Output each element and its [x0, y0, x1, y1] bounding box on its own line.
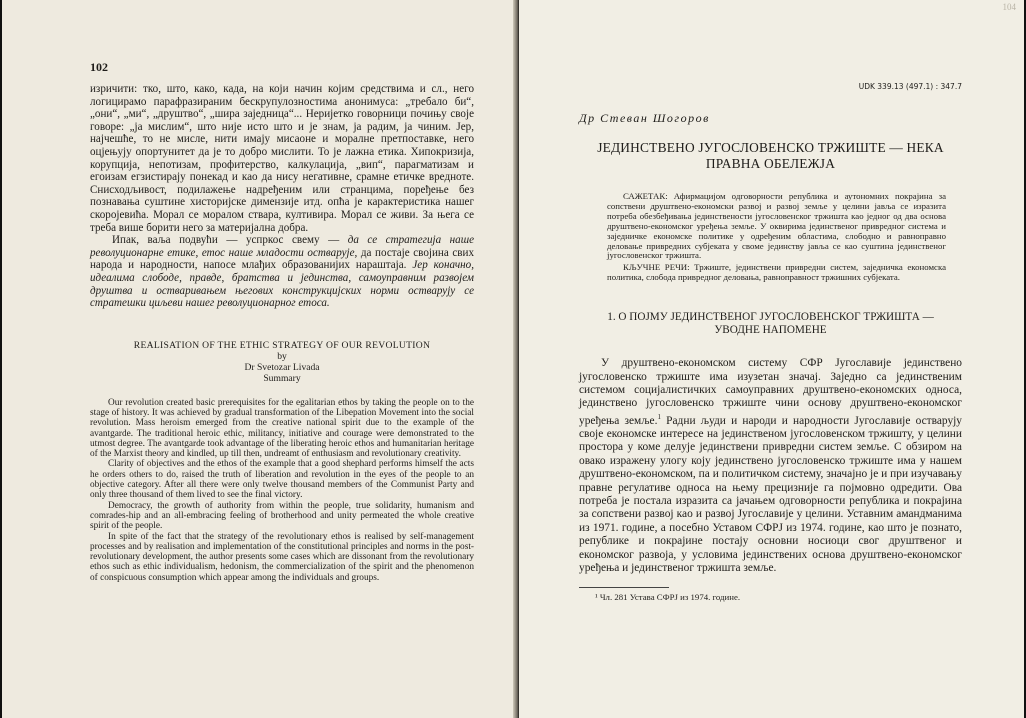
summary-by: by	[277, 350, 287, 362]
main-text-part-1: У друштвено-економском систему СФР Југославије јединствено југословенско тржиште има изузетан значај. Заједно са јединственим системом социјалистичких самоуправних друштвено-економских односа, јединствено југословенско тржиште чини основу друштвено-економског уређења земље.	[579, 357, 962, 427]
summary-label: Summary	[263, 372, 301, 384]
corner-page-number: 104	[1002, 2, 1016, 12]
abstract-text: САЖЕТАК: Афирмацијом одговорности република и аутономних покрајина за сопствени друштвено-економски развој и развој земље у целини јавља се изразита потреба обезбеђивања јединствености југословенског тржишта као једног од два основа друштвено-економског уређења земље. У оквирима јединственог привредног система и заједничке економске политике у одређеним областима, слободно и равноправно деловање привредних субјеката у своме јединству јавља се као суштина јединственог југословенског тржишта.	[607, 191, 946, 261]
abstract	[607, 192, 946, 283]
summary-paragraph: Democracy, the growth of authority from within the people, true solidarity, humanism and comrades-hip and an all-embracing feeling of brotherhood and unity permeated the whole creative spirit of the people.	[90, 500, 474, 532]
p2-middle: да постаје својина свих народа и народности, напосе млађих образованијих нараштаја.	[90, 246, 474, 272]
article-title-line-1: ЈЕДИНСТВЕНО ЈУГОСЛОВЕНСКО ТРЖИШТЕ — НЕКА	[597, 140, 944, 155]
article-title-line-2: ПРАВНА ОБЕЛЕЖЈА	[705, 156, 836, 171]
summary-body	[90, 398, 474, 583]
footnote-text: ¹ Чл. 281 Устава СФРЈ из 1974. године.	[595, 592, 741, 603]
main-text-part-2: Радни људи и народи и народности Југославије остварују своје економске интересе на јединственом југословенском тржишту, у целини простора у коме делује јединствени привредни систем земље. С обзиром на овако изражену улогу коју јединствено југословенско тржиште има у нашем друштвено-економском, па и политичком систему, значајно је и при изучавању правне регулативе односа на њему прецизније га појмовно одредити. Ова потреба је постала изразита са јачањем одговорности република и покрајина за сопствени развој као и развој Југославије у целини. Уставним амандманима из 1971. године, а посебно Уставом СФРЈ из 1974. године, као што је познато, републике и покрајине постају основни носиоци свог друштвеног и економског развоја, у условима јединствених основа друштвено-економског уређења и јединственог тржишта земље.	[579, 414, 963, 575]
right-page	[519, 0, 1024, 718]
summary-title: REALISATION OF THE ETHIC STRATEGY OF OUR REVOLUTION	[133, 339, 431, 351]
summary-paragraph: Our revolution created basic prerequisites for the egalitarian ethos by taking the people on to the stage of history. It was achieved by gradual transformation of the Libepation Movement into the social revolution. Mass heroism emerged from the creative national spirit due to the example of the avantgarde. The traditional heroic ethic, militancy, initiative and courage were demonstrated to the utmost degree. The avantgarde took advantage of the liberating heroic ethos and humanitarian heritage of the Marxist theory and kindled, up till then, undreamt of enthusiasm and revolutionary creativity.	[90, 397, 474, 460]
footnote-marker[interactable]: 1	[657, 412, 661, 421]
body-paragraph-1: изричити: тко, што, како, када, на који начин којим средствима и сл., него логицирамо парафразираним бескрупулозностима анонимуса: „требало би“, „они“, „ми“, „друштво“, „шира заједница“... Неријетко говорници почињу своје говоре: „ја мислим“, што није исто што и је знам, ја радим, ја чиним. Јер, најчешће, то не мисле, нити имају мисаоне и моралне претпоставке, него оцјењују опортунитет да је то добро мислити. То је лажна етика. Хипокризија, корупција, непотизам, профитерство, калкулација, „вип“, парагматизам и егоизам егзистирају понекад и као да нису негативне, срамне етичке вредноте. Снисходљивост, подилажење надређеним или странцима, поређење без познавања суштине хисторијске димензије итд. опћа је карактеристика нашег скоројевића. Морал се моралом ствара, култивира. Морал се живи. За њега се треба више борити него за материјална добра.	[90, 83, 474, 234]
summary-author: Dr Svetozar Livada	[244, 361, 320, 373]
main-paragraph	[579, 357, 962, 575]
section-heading	[579, 311, 962, 337]
left-page	[2, 0, 516, 718]
footnote-divider	[579, 587, 669, 588]
body-paragraph-2	[90, 234, 474, 310]
section-heading-line-1: 1. О ПОЈМУ ЈЕДИНСТВЕНОГ ЈУГОСЛОВЕНСКОГ ТРЖИШТА —	[607, 311, 934, 324]
p2-emphasis-2: Јер коначно, идеалима слободе, правде, братства и јединства, самоуправним развојем друштва и остваривањем његових конструкцијских норми остварују се стратешки циљеви нашег револуционарног етоса.	[90, 259, 474, 310]
p2-emphasis-1: да се стратегија наше револуционарне етике, етос наше младости остварује,	[90, 234, 474, 259]
keywords: КЉУЧНЕ РЕЧИ: Тржиште, јединствени привредни систем, заједничка економска политика, слобода привредног деловања, равноправност тржишних субјеката.	[607, 262, 946, 283]
section-heading-line-2: УВОДНЕ НАПОМЕНЕ	[714, 324, 827, 337]
summary-paragraph: In spite of the fact that the strategy of the revolutionary ethos is realised by self-management processes and by realisation and implementation of the constitutional principles and norms in the post-revolutionary development, the author presents some cases which are dissonant from the revolutionary ethos such as ethic individualism, hedonism, the commercialization of the spirit and the phenomenon of conspicuous consumption which appear among the individuals and groups.	[90, 531, 474, 583]
english-summary	[90, 340, 474, 583]
article-title	[579, 140, 962, 172]
page-number: 102	[90, 60, 108, 74]
udk-code: UDK 339.13 (497.1) : 347.7	[858, 82, 962, 91]
p2-lead: Ипак, ваља подвући — успркос свему —	[112, 234, 348, 247]
article-author: Др Стеван Шогоров	[579, 111, 710, 125]
summary-paragraph: Clarity of objectives and the ethos of the example that a good shephard performs himself the acts he orders others to do, raised the truth of liberation and revolution in the eyes of the people to an objective category. After all there were only twelve thousand members of the Communist Party and only three thousand of them lived to see the final victory.	[90, 459, 474, 501]
